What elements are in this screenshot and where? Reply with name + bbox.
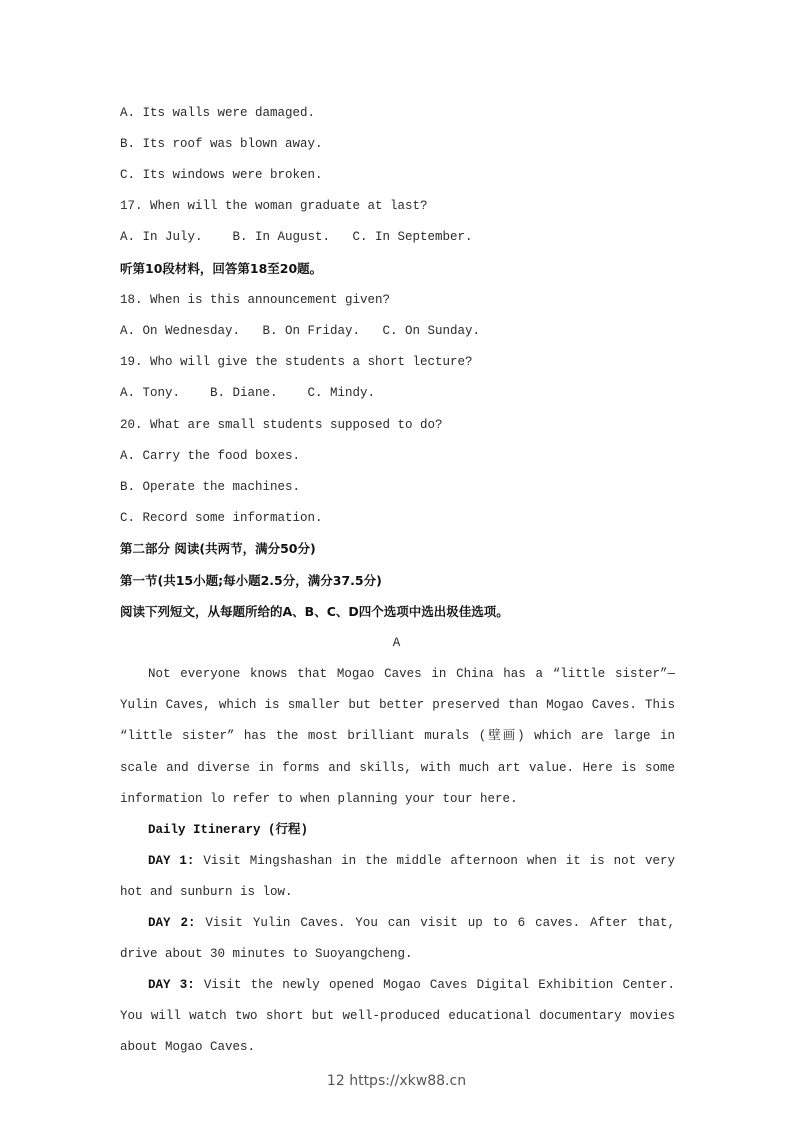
- part2-instruction: 阅读下列短文，从每题所给的A、B、C、D四个选项中选出圾佳选项。: [120, 604, 509, 619]
- day-2-label: DAY 2:: [148, 916, 196, 930]
- passage-intro-paragraph: Not everyone knows that Mogao Caves in China has a “little sister”—Yulin Caves, which is smaller but better preserved than Mogao Caves. This “little sister” has the most brilliant murals (壁画) which are large in scale and diverse in forms and skills, with much art value. Here is some information lo refer to when planning your tour here.: [120, 667, 675, 806]
- section-heading-18-20: 听第10段材料，回答第18至20题。: [120, 261, 323, 276]
- day-1-text: Visit Mingshashan in the middle afternoon when it is not very hot and sunburn is low.: [120, 854, 675, 900]
- passage-label: A: [392, 636, 401, 650]
- page-number: 12: [326, 1073, 345, 1089]
- q20-option-b: B. Operate the machines.: [120, 480, 301, 494]
- footer-url[interactable]: https://xkw88.cn: [349, 1073, 467, 1089]
- q20-option-c: C. Record some information.: [120, 511, 323, 525]
- q16-option-c: C. Its windows were broken.: [120, 168, 323, 182]
- q16-option-a: A. Its walls were damaged.: [120, 106, 316, 120]
- q18-stem: 18. When is this announcement given?: [120, 293, 391, 307]
- day-3-text: Visit the newly opened Mogao Caves Digital Exhibition Center. You will watch two short but well-produced educational documentary movies about Mogao Caves.: [120, 978, 675, 1055]
- q17-options: A. In July. B. In August. C. In September.: [120, 230, 473, 244]
- part2-section1-heading: 第一节(共15小题;每小题2.5分，满分37.5分): [120, 573, 382, 588]
- itinerary-title: Daily Itinerary (行程): [148, 823, 309, 837]
- day-1-label: DAY 1:: [148, 854, 195, 868]
- page-footer: [0, 1072, 793, 1090]
- q20-option-a: A. Carry the food boxes.: [120, 449, 301, 463]
- q16-option-b: B. Its roof was blown away.: [120, 137, 323, 151]
- itinerary-day-3: [120, 970, 675, 1064]
- q20-stem: 20. What are small students supposed to do?: [120, 418, 443, 432]
- itinerary-day-1: [120, 846, 675, 908]
- q19-stem: 19. Who will give the students a short lecture?: [120, 355, 473, 369]
- part2-heading: 第二部分 阅读(共两节，满分50分): [120, 541, 316, 556]
- itinerary-day-2: [120, 908, 675, 970]
- day-3-label: DAY 3:: [148, 978, 195, 992]
- q18-options: A. On Wednesday. B. On Friday. C. On Sunday.: [120, 324, 481, 338]
- q17-stem: 17. When will the woman graduate at last?: [120, 199, 428, 213]
- q19-options: A. Tony. B. Diane. C. Mindy.: [120, 386, 376, 400]
- day-2-text: Visit Yulin Caves. You can visit up to 6 caves. After that, drive about 30 minutes to Suoyangcheng.: [120, 916, 675, 962]
